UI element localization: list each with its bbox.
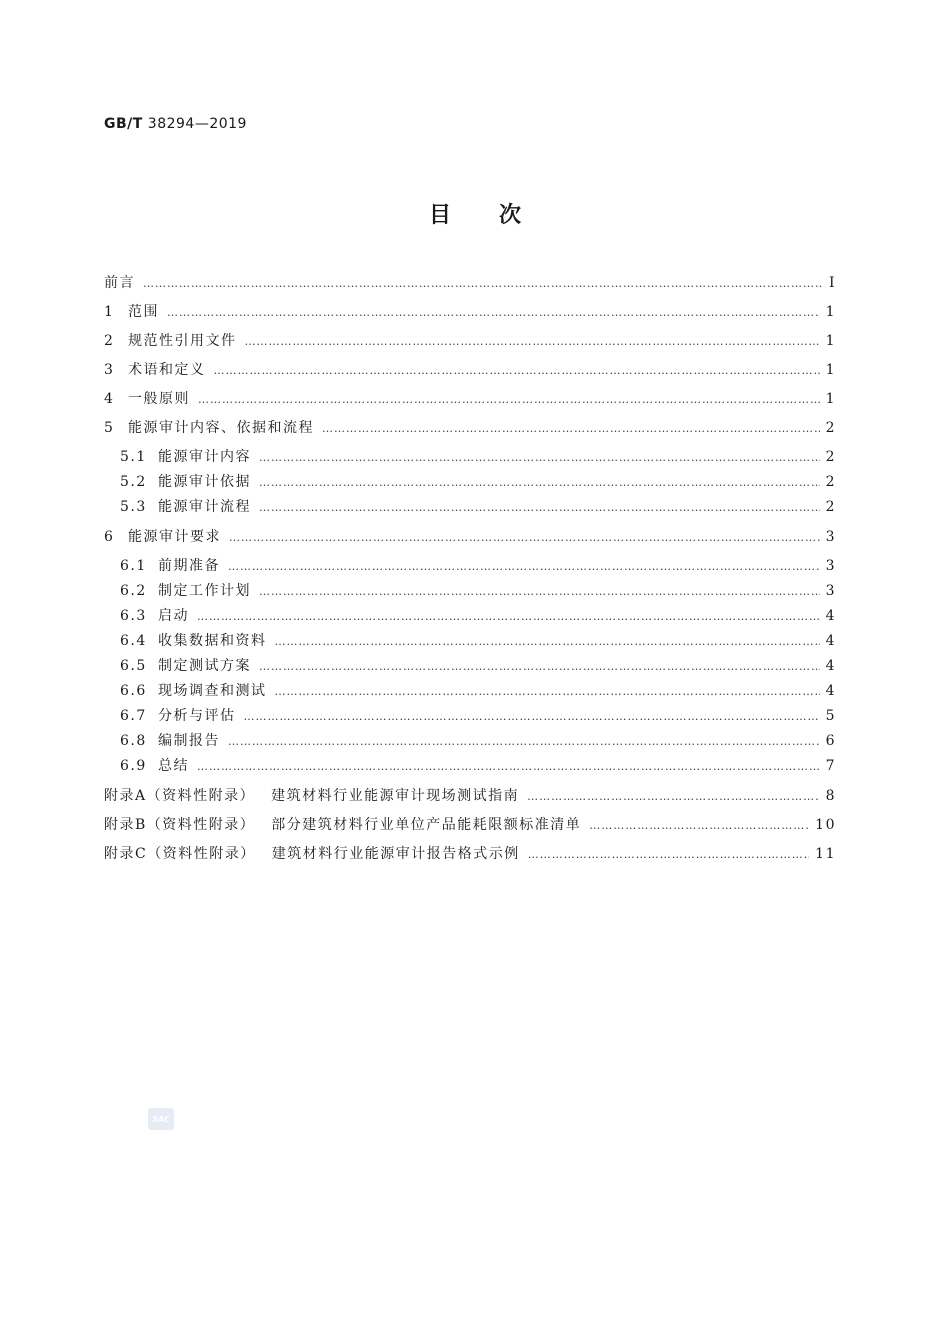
toc-entry-page: 3 [825,529,836,545]
toc-entry-number: 6.1 [120,558,147,574]
toc-entry-label: 制定工作计划 [158,583,251,599]
toc-entry-page: 4 [825,608,836,624]
toc-entry[interactable] [104,272,836,301]
toc-entry-label: 分析与评估 [158,708,236,724]
toc-entry-number: 4 [104,391,115,407]
toc-entry-page: 4 [825,633,836,649]
toc-entry-number: 6.7 [120,708,147,724]
toc-leader-dots [214,364,820,377]
toc-entry-number: 5 [104,420,115,436]
toc-leader-dots [197,610,820,623]
toc-leader-dots [228,735,820,748]
toc-leader-dots [197,760,820,773]
toc-entry-label: 制定测试方案 [158,658,251,674]
toc-entry[interactable] [104,417,836,446]
toc-entry-page: 11 [815,846,836,862]
toc-entry-label: 启动 [158,608,189,624]
toc-entry-label: 部分建筑材料行业单位产品能耗限额标准清单 [271,817,582,833]
page-title: 目次 [428,203,569,228]
toc-entry-page: 1 [825,391,836,407]
toc-leader-dots [198,393,820,406]
toc-entry-label: 收集数据和资料 [158,633,267,649]
toc-entry-number: 6.9 [120,758,147,774]
toc-entry-label: 能源审计要求 [128,529,221,545]
toc-entry-number: 2 [104,333,115,349]
toc-entry-number: 6.2 [120,583,147,599]
sac-logo-text: SAC [152,1114,170,1124]
standard-number: 38294—2019 [147,116,247,132]
toc-entry[interactable] [104,680,836,705]
toc-entry-label: 一般原则 [128,391,190,407]
toc-entry-page: 5 [825,708,836,724]
toc-entry[interactable] [104,471,836,496]
toc-entry-number: 1 [104,304,115,320]
toc-entry[interactable] [104,555,836,580]
toc-entry[interactable] [104,785,836,814]
toc-leader-dots [259,451,820,464]
toc-entry-number: 6.8 [120,733,147,749]
toc-entry-page: 10 [815,817,836,833]
toc-leader-dots [259,585,820,598]
toc-entry[interactable] [104,730,836,755]
toc-entry-number: 6 [104,529,115,545]
toc-entry-number: 6.4 [120,633,147,649]
toc-leader-dots [259,476,820,489]
toc-entry-page: 3 [825,558,836,574]
toc-entry[interactable] [104,359,836,388]
toc-entry-number: 3 [104,362,115,378]
toc-entry-page: 2 [825,449,836,465]
toc-entry-label: 前言 [104,275,135,291]
toc-leader-dots [245,335,820,348]
toc-entry-label: 能源审计流程 [158,499,251,515]
toc-entry-page: Ⅰ [828,275,836,291]
toc-entry[interactable] [104,705,836,730]
toc-entry[interactable] [104,526,836,555]
toc-leader-dots [228,560,820,573]
toc-entry-label: 建筑材料行业能源审计现场测试指南 [271,788,520,804]
toc-entry-label: 编制报告 [158,733,220,749]
toc-entry-number: 6.3 [120,608,147,624]
toc-entry-label: 能源审计内容、依据和流程 [128,420,314,436]
toc-entry-number: 5.1 [120,449,147,465]
toc-leader-dots [589,819,809,832]
standard-code [104,116,247,132]
toc-entry-page: 2 [825,420,836,436]
toc-entry-number: 附录C（资料性附录） [104,846,256,862]
toc-leader-dots [527,790,819,803]
toc-entry-page: 4 [825,683,836,699]
toc-entry-number: 5.3 [120,499,147,515]
toc-leader-dots [259,501,820,514]
toc-entry[interactable] [104,496,836,521]
sac-logo-watermark [148,1108,174,1130]
toc-leader-dots [167,306,820,319]
toc-entry[interactable] [104,446,836,471]
toc-leader-dots [143,277,822,290]
toc-entry-number: 5.2 [120,474,147,490]
toc-leader-dots [244,710,820,723]
toc-entry-number: 6.5 [120,658,147,674]
toc-entry-page: 1 [825,362,836,378]
toc-entry[interactable] [104,655,836,680]
toc-leader-dots [528,848,809,861]
toc-entry-label: 前期准备 [158,558,220,574]
toc-entry-number: 附录A（资料性附录） [104,788,256,804]
toc-leader-dots [322,422,820,435]
toc-entry-page: 6 [825,733,836,749]
standard-prefix: GB/T [104,116,143,132]
toc-entry-label: 总结 [158,758,189,774]
toc-entry-page: 4 [825,658,836,674]
toc-entry-number: 6.6 [120,683,147,699]
toc-leader-dots [259,660,820,673]
toc-entry[interactable] [104,580,836,605]
toc-entry-number: 附录B（资料性附录） [104,817,256,833]
toc-entry-page: 7 [825,758,836,774]
toc-entry-label: 能源审计内容 [158,449,251,465]
toc-entry-page: 8 [825,788,836,804]
toc-entry[interactable] [104,301,836,330]
toc-entry-page: 1 [825,333,836,349]
toc-entry[interactable] [104,388,836,417]
toc-entry-label: 建筑材料行业能源审计报告格式示例 [271,846,520,862]
toc-entry-page: 3 [825,583,836,599]
toc-entry-page: 2 [825,499,836,515]
table-of-contents [104,272,836,872]
toc-leader-dots [275,685,820,698]
toc-entry-label: 范围 [128,304,159,320]
toc-entry-label: 规范性引用文件 [128,333,237,349]
toc-entry-label: 术语和定义 [128,362,206,378]
toc-leader-dots [229,531,820,544]
toc-entry-page: 2 [825,474,836,490]
toc-leader-dots [275,635,820,648]
toc-entry[interactable] [104,630,836,655]
toc-entry[interactable] [104,755,836,780]
toc-entry-page: 1 [825,304,836,320]
toc-entry-label: 能源审计依据 [158,474,251,490]
toc-entry[interactable] [104,843,836,872]
toc-entry[interactable] [104,605,836,630]
toc-entry[interactable] [104,814,836,843]
toc-entry[interactable] [104,330,836,359]
toc-entry-label: 现场调查和测试 [158,683,267,699]
